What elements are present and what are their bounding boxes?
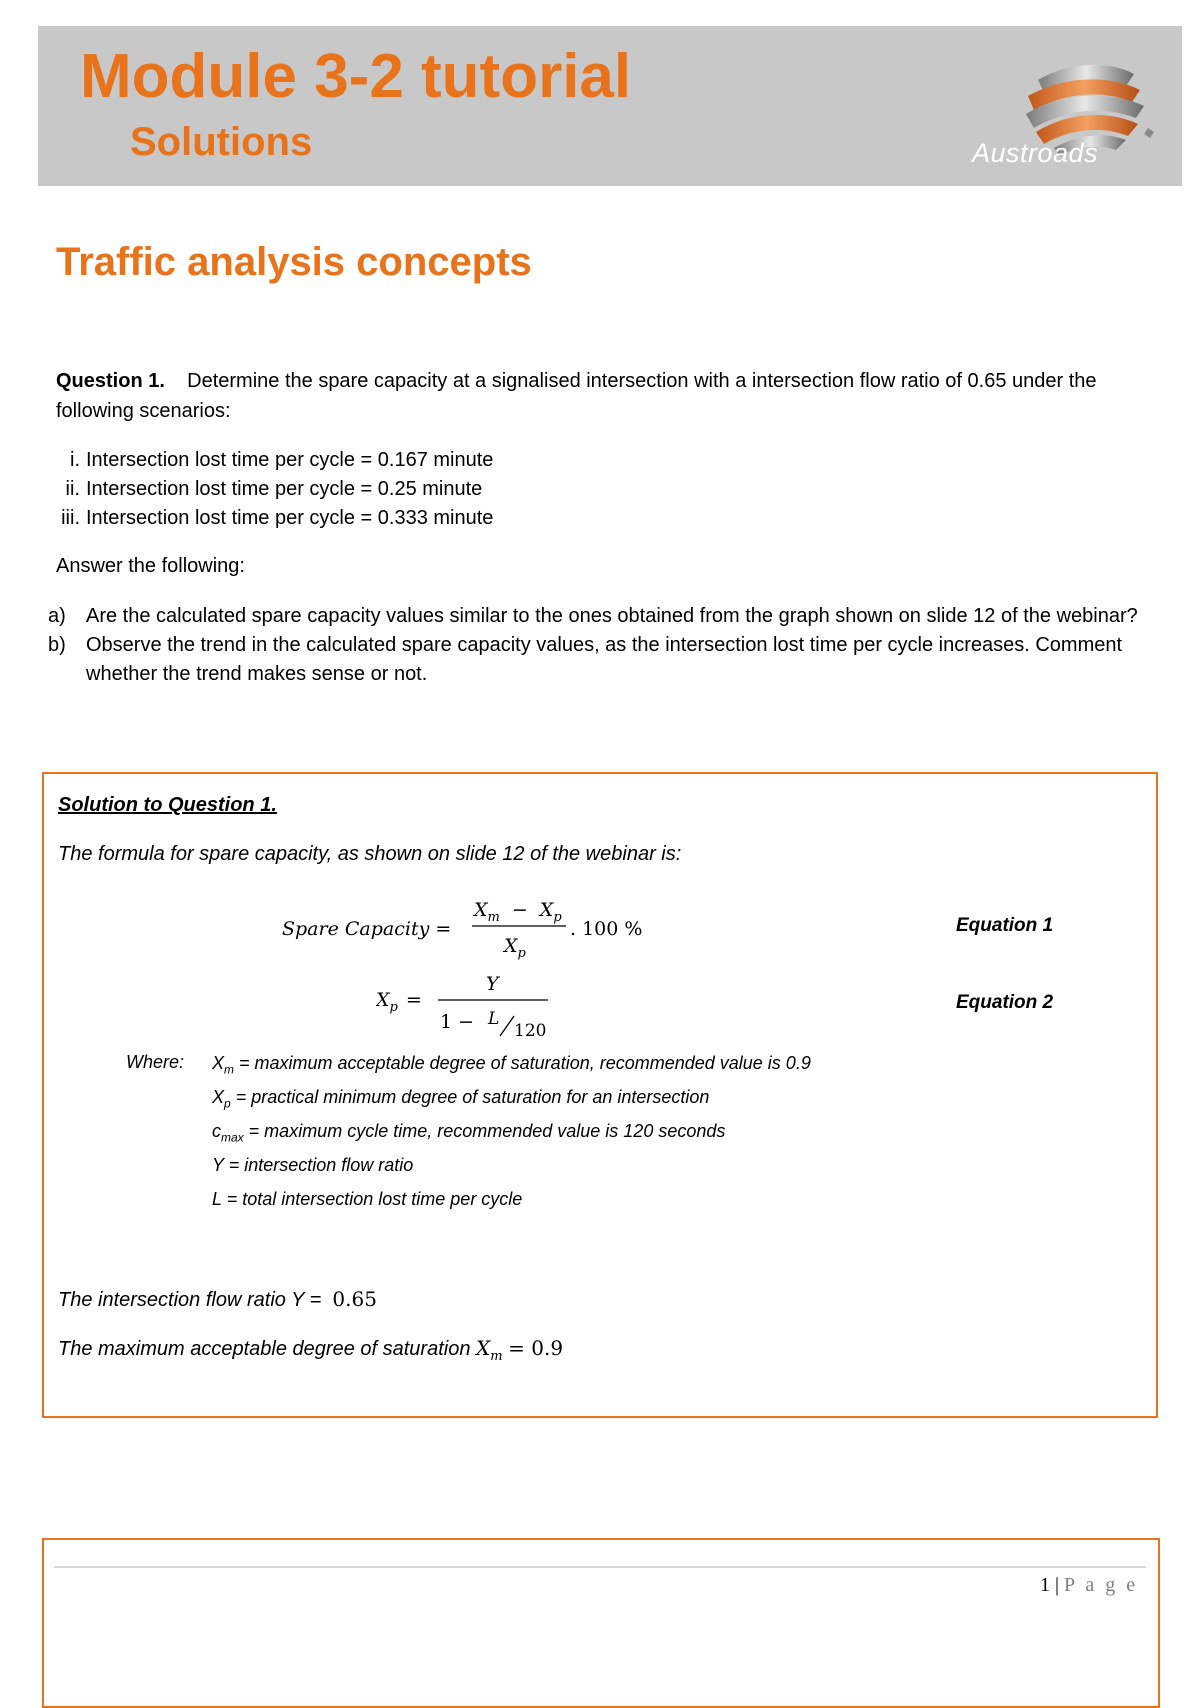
definition-item: $X_m$ = maximum acceptable degree of saturation, recommended value is 0.9 [212,1053,811,1077]
list-text: Observe the trend in the calculated spare capacity values, as the intersection lost time per cycle increases. Comment whether the trend makes sense or not. [86,634,1123,685]
equation-2-label: Equation 2 [956,992,1054,1013]
document-title: Module 3-2 tutorial [80,42,632,111]
list-text: Intersection lost time per cycle = 0.25 minute [86,478,483,500]
equation-denominator: $X_p$ [504,935,526,961]
definitions-list [212,1052,811,1222]
document-subtitle: Solutions [130,120,313,164]
equation-1 [282,892,682,962]
list-number: b) [48,634,66,656]
list-item [40,446,1040,475]
definition-item: Y = intersection flow ratio [212,1155,414,1175]
section-heading: Traffic analysis concepts [56,240,532,284]
definition-item: $X_p$ = practical minimum degree of saturation for an intersection [212,1087,710,1111]
solution-title: Solution to Question 1. [58,794,277,816]
definition-item: $c_{max}$ = maximum cycle time, recommended value is 120 seconds [212,1121,726,1145]
equation-lhs: $X_p$ = [376,989,422,1015]
equation-lhs: Spare Capacity = [282,918,452,940]
page-number: 1 | P a g e [1040,1574,1139,1596]
list-text: Intersection lost time per cycle = 0.167 minute [86,449,494,471]
list-item [48,631,1148,689]
list-item [40,504,1040,533]
definition-item: L = total intersection lost time per cycle [212,1189,523,1209]
solution-intro: The formula for spare capacity, as shown on slide 12 of the webinar is: [58,843,682,865]
equation-denominator-l: L [488,1009,500,1029]
scenario-list [40,446,1040,533]
parts-list [48,602,1148,689]
list-number: iii. [61,507,80,529]
equation-denominator-one: 1 − [440,1011,475,1033]
list-text: Are the calculated spare capacity values similar to the ones obtained from the graph shown on slide 12 of the webinar? [86,605,1138,627]
equation-denominator-120: 120 [514,1021,547,1041]
question-text: Determine the spare capacity at a signalised intersection with a intersection flow ratio of 0.65 under the following scenarios: [56,370,1097,422]
logo-text: Austroads [972,138,1099,168]
list-text: Intersection lost time per cycle = 0.333 minute [86,507,494,529]
question-label: Question 1. [56,370,165,392]
list-item [48,602,1148,631]
equation-numerator: $X_m - X_p$ [474,899,562,925]
equation-tail: . 100 % [570,918,643,940]
where-label: Where: [126,1052,185,1072]
given-flow-ratio: The intersection flow ratio Y = 0.65 [58,1287,377,1311]
list-number: a) [48,605,66,627]
footer-box [42,1538,1160,1708]
footer-divider [54,1566,1146,1568]
equation-2 [376,964,576,1042]
list-number: ii. [65,478,80,500]
list-item [40,475,1040,504]
header-banner [38,26,1182,186]
list-number: i. [70,449,80,471]
equation-numerator: Y [486,973,499,995]
question-1 [56,366,1126,426]
given-saturation: The maximum acceptable degree of saturation $X_m = 0.9$ [58,1336,564,1364]
equation-1-label: Equation 1 [956,915,1054,936]
answer-label: Answer the following: [56,555,245,577]
